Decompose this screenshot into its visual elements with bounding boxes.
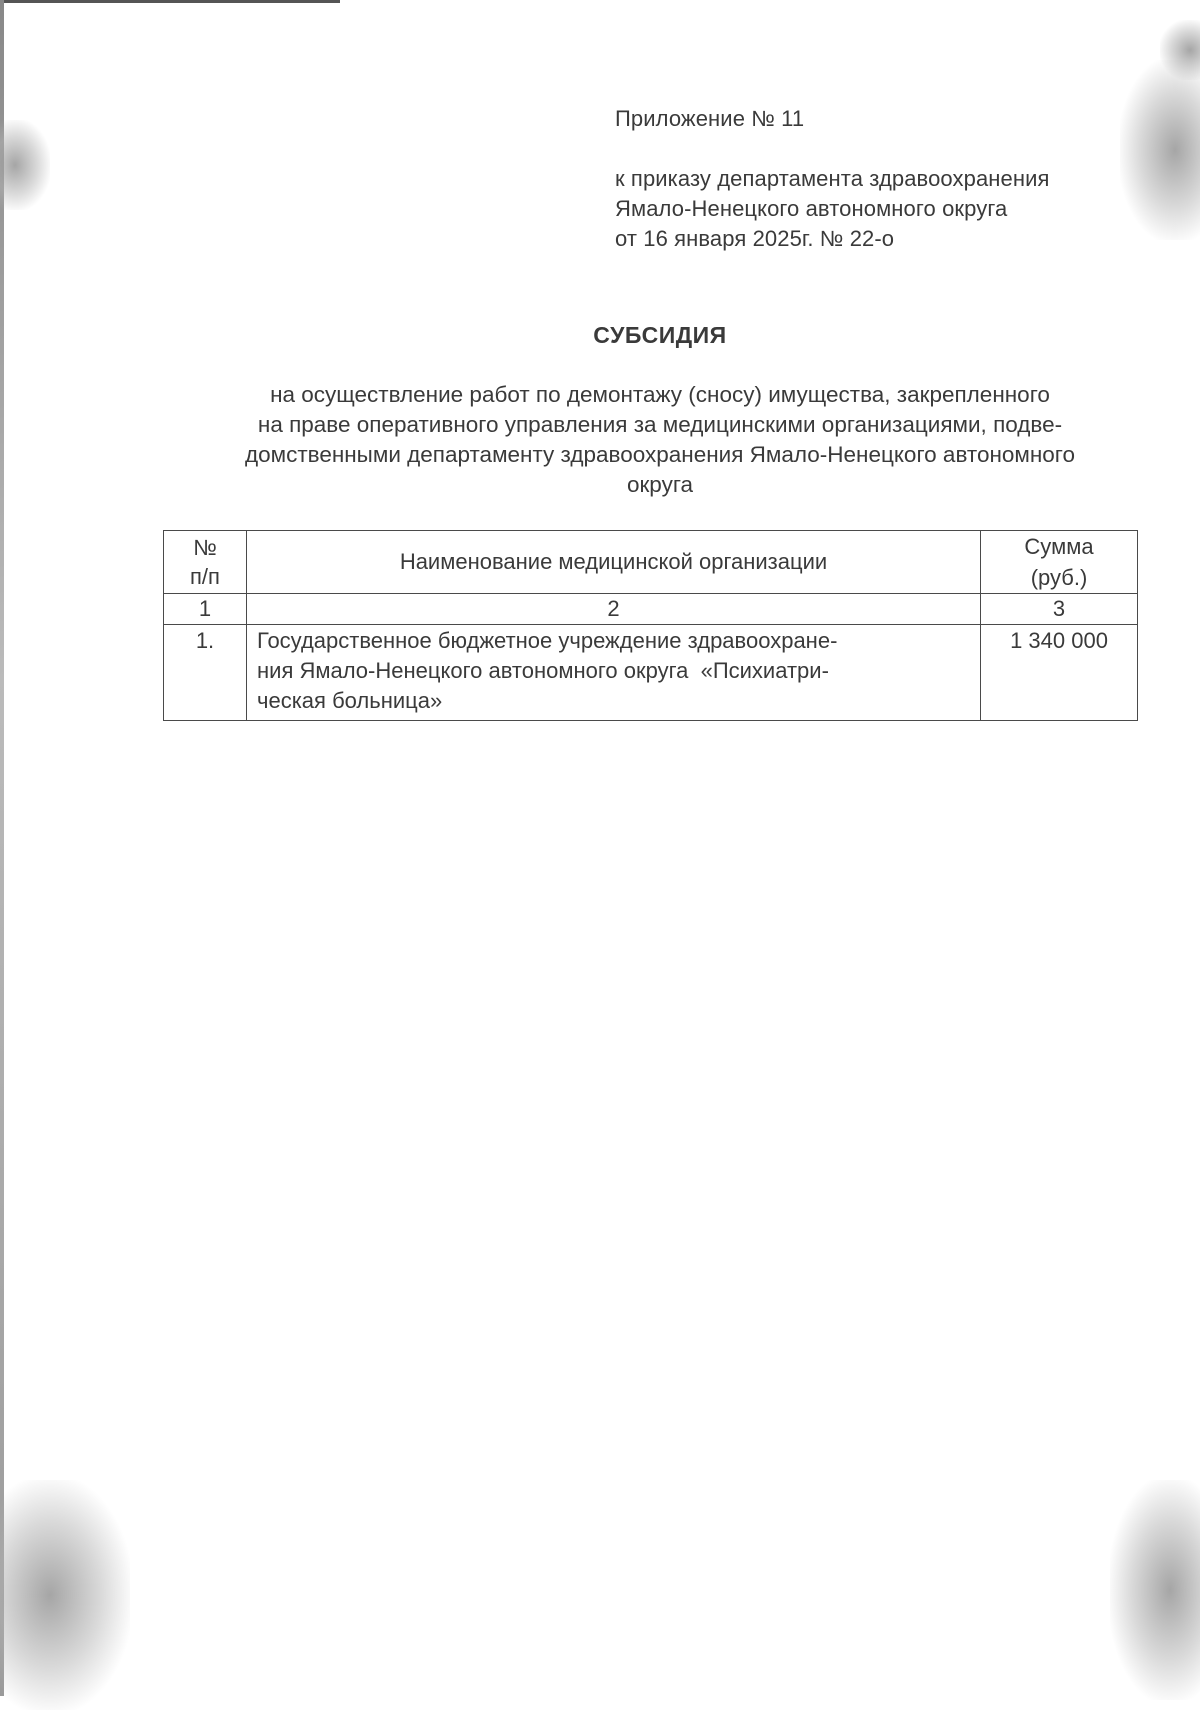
appendix-header <box>615 104 1050 254</box>
scan-smudge-bottom-left <box>0 1480 130 1710</box>
subtitle-line2: на праве оперативного управления за медицинскими организациями, подве- <box>257 412 1063 437</box>
table-header-row <box>164 531 1138 594</box>
column-number-3: 3 <box>981 594 1138 625</box>
row-num: 1. <box>164 625 247 721</box>
row-organization <box>247 625 981 721</box>
subtitle-line4: округа <box>626 472 694 497</box>
document-title: СУБСИДИЯ <box>593 322 727 348</box>
scan-smudge-top-right <box>1120 60 1200 240</box>
order-reference-line2: Ямало-Ненецкого автономного округа <box>615 196 1008 221</box>
subsidy-table <box>163 530 1138 721</box>
table-row <box>164 625 1138 721</box>
scan-smudge-left <box>0 120 50 210</box>
row-organization-line3: ческая больница» <box>257 688 443 713</box>
row-sum: 1 340 000 <box>981 625 1138 721</box>
document-title-wrap <box>0 322 1200 349</box>
column-number-row <box>164 594 1138 625</box>
scan-edge-top <box>0 0 340 3</box>
header-num <box>164 531 247 594</box>
header-sum <box>981 531 1138 594</box>
subtitle-line1: на осуществление работ по демонтажу (сносу) имущества, закрепленного <box>270 382 1050 407</box>
order-reference-line1: к приказу департамента здравоохранения <box>615 166 1050 191</box>
appendix-number: Приложение № 11 <box>615 106 805 131</box>
row-organization-line2: ния Ямало-Ненецкого автономного округа «Психиатри- <box>257 658 829 683</box>
column-number-1: 1 <box>164 594 247 625</box>
header-name: Наименование медицинской организации <box>247 531 981 594</box>
header-num-line1: № <box>193 535 217 560</box>
row-organization-line1: Государственное бюджетное учреждение здравоохране- <box>257 628 838 653</box>
column-number-2: 2 <box>247 594 981 625</box>
document-subtitle <box>165 380 1155 500</box>
subtitle-line3: домственными департаменту здравоохранения Ямало-Ненецкого автономного <box>244 442 1076 467</box>
order-reference-line3: от 16 января 2025г. № 22-о <box>615 226 895 251</box>
scan-edge-left <box>0 0 4 1696</box>
scan-smudge-bottom-right <box>1110 1480 1200 1700</box>
header-sum-line2: (руб.) <box>1030 565 1088 590</box>
header-num-line2: п/п <box>190 564 220 589</box>
scan-smudge-top-right-small <box>1160 20 1200 80</box>
header-sum-line1: Сумма <box>1024 534 1094 559</box>
